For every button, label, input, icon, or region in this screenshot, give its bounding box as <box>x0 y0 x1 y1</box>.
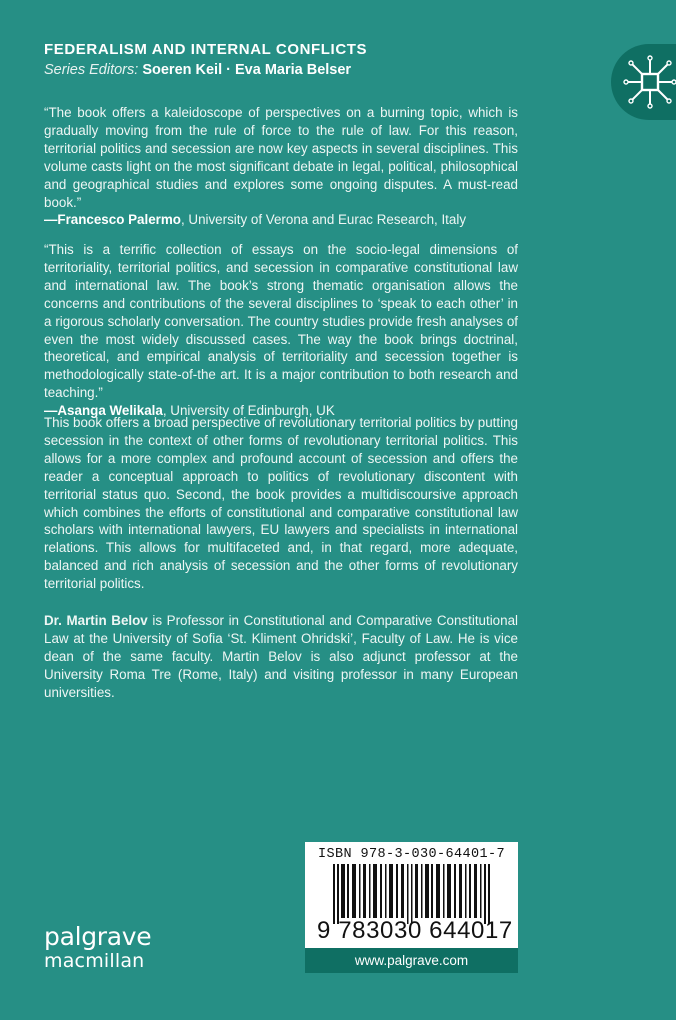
logo-line-1: palgrave <box>44 922 152 951</box>
author-name: Dr. Martin Belov <box>44 613 148 628</box>
quote-affiliation: , University of Edinburgh, UK <box>162 403 335 419</box>
endorsement-quote-1 <box>44 104 518 229</box>
series-title: FEDERALISM AND INTERNAL CONFLICTS <box>44 41 368 58</box>
quote-author: —Francesco Palermo <box>44 212 181 228</box>
author-bio <box>44 612 518 702</box>
book-description <box>44 414 518 593</box>
publisher-url[interactable]: www.palgrave.com <box>305 948 518 973</box>
quote-text: “This is a terrific collection of essays on the socio-legal dimensions of territoriality, territorial politics, and secession in comparative constitutional law and international law. The book’s strong thematic organisation allows the concerns and contributions of the several disciplines to ‘speak to each other’ in a rigorous scholarly conversation. The country studies provide fresh analyses of even the most widely discussed cases. The way the book brings doctrinal, theoretical, and empirical analysis of territoriality and secession together is methodologically state-of-the art. It is a major contribution to both research and teaching.” <box>44 242 518 401</box>
quote-author: —Asanga Welikala <box>44 403 163 419</box>
bio-paragraph <box>44 612 518 702</box>
logo-line-2: macmillan <box>44 950 145 972</box>
quote-attribution <box>44 211 518 229</box>
barcode-icon <box>323 864 503 924</box>
publisher-logo <box>44 924 151 972</box>
description-text: This book offers a broad perspective of revolutionary territorial politics by putting secession in the context of other forms of revolutionary territorial politics. This allows for a more complex and profound account of secession and offers the reader a conceptual approach to politics of revolutionary discontent with territorial status quo. Second, the book provides a multidiscoursive approach which combines the efforts of constitutional and comparative constitutional law scholars with international lawyers, EU lawyers and specialists in international relations. This allows for multifaceted and, in that regard, more adequate, balanced and rich analysis of secession and the other forms of revolutionary territorial politics. <box>44 415 518 592</box>
series-editors <box>44 62 351 78</box>
series-badge <box>611 44 676 120</box>
isbn-barcode-box <box>305 842 518 948</box>
quote-affiliation: , University of Verona and Eurac Research, Italy <box>180 212 467 228</box>
quote-text: “The book offers a kaleidoscope of perspectives on a burning topic, which is gradually moving from the rule of force to the rule of law. For this reason, territorial politics and secession are now key aspects in several disciplines. This volume casts light on the most significant debate in legal, political, philosophical and geographical studies and explores some ongoing disputes. A must-read book.” <box>44 105 518 210</box>
barcode-digits: 9 783030 644017 <box>317 917 513 944</box>
endorsement-quote-2 <box>44 241 518 420</box>
series-editors-names: Soeren Keil · Eva Maria Belser <box>142 62 352 78</box>
circuit-chip-icon <box>622 54 676 110</box>
bio-text: is Professor in Constitutional and Comparative Constitutional Law at the University of Sofia ‘St. Kliment Ohridski’, Faculty of Law. He is vice dean of the same faculty. Martin Belov is also adjunct professor at the University Roma Tre (Rome, Italy) and visiting professor in many European universities. <box>44 613 518 700</box>
isbn-label: ISBN 978-3-030-64401-7 <box>317 847 506 862</box>
series-editors-label: Series Editors: <box>44 62 139 78</box>
